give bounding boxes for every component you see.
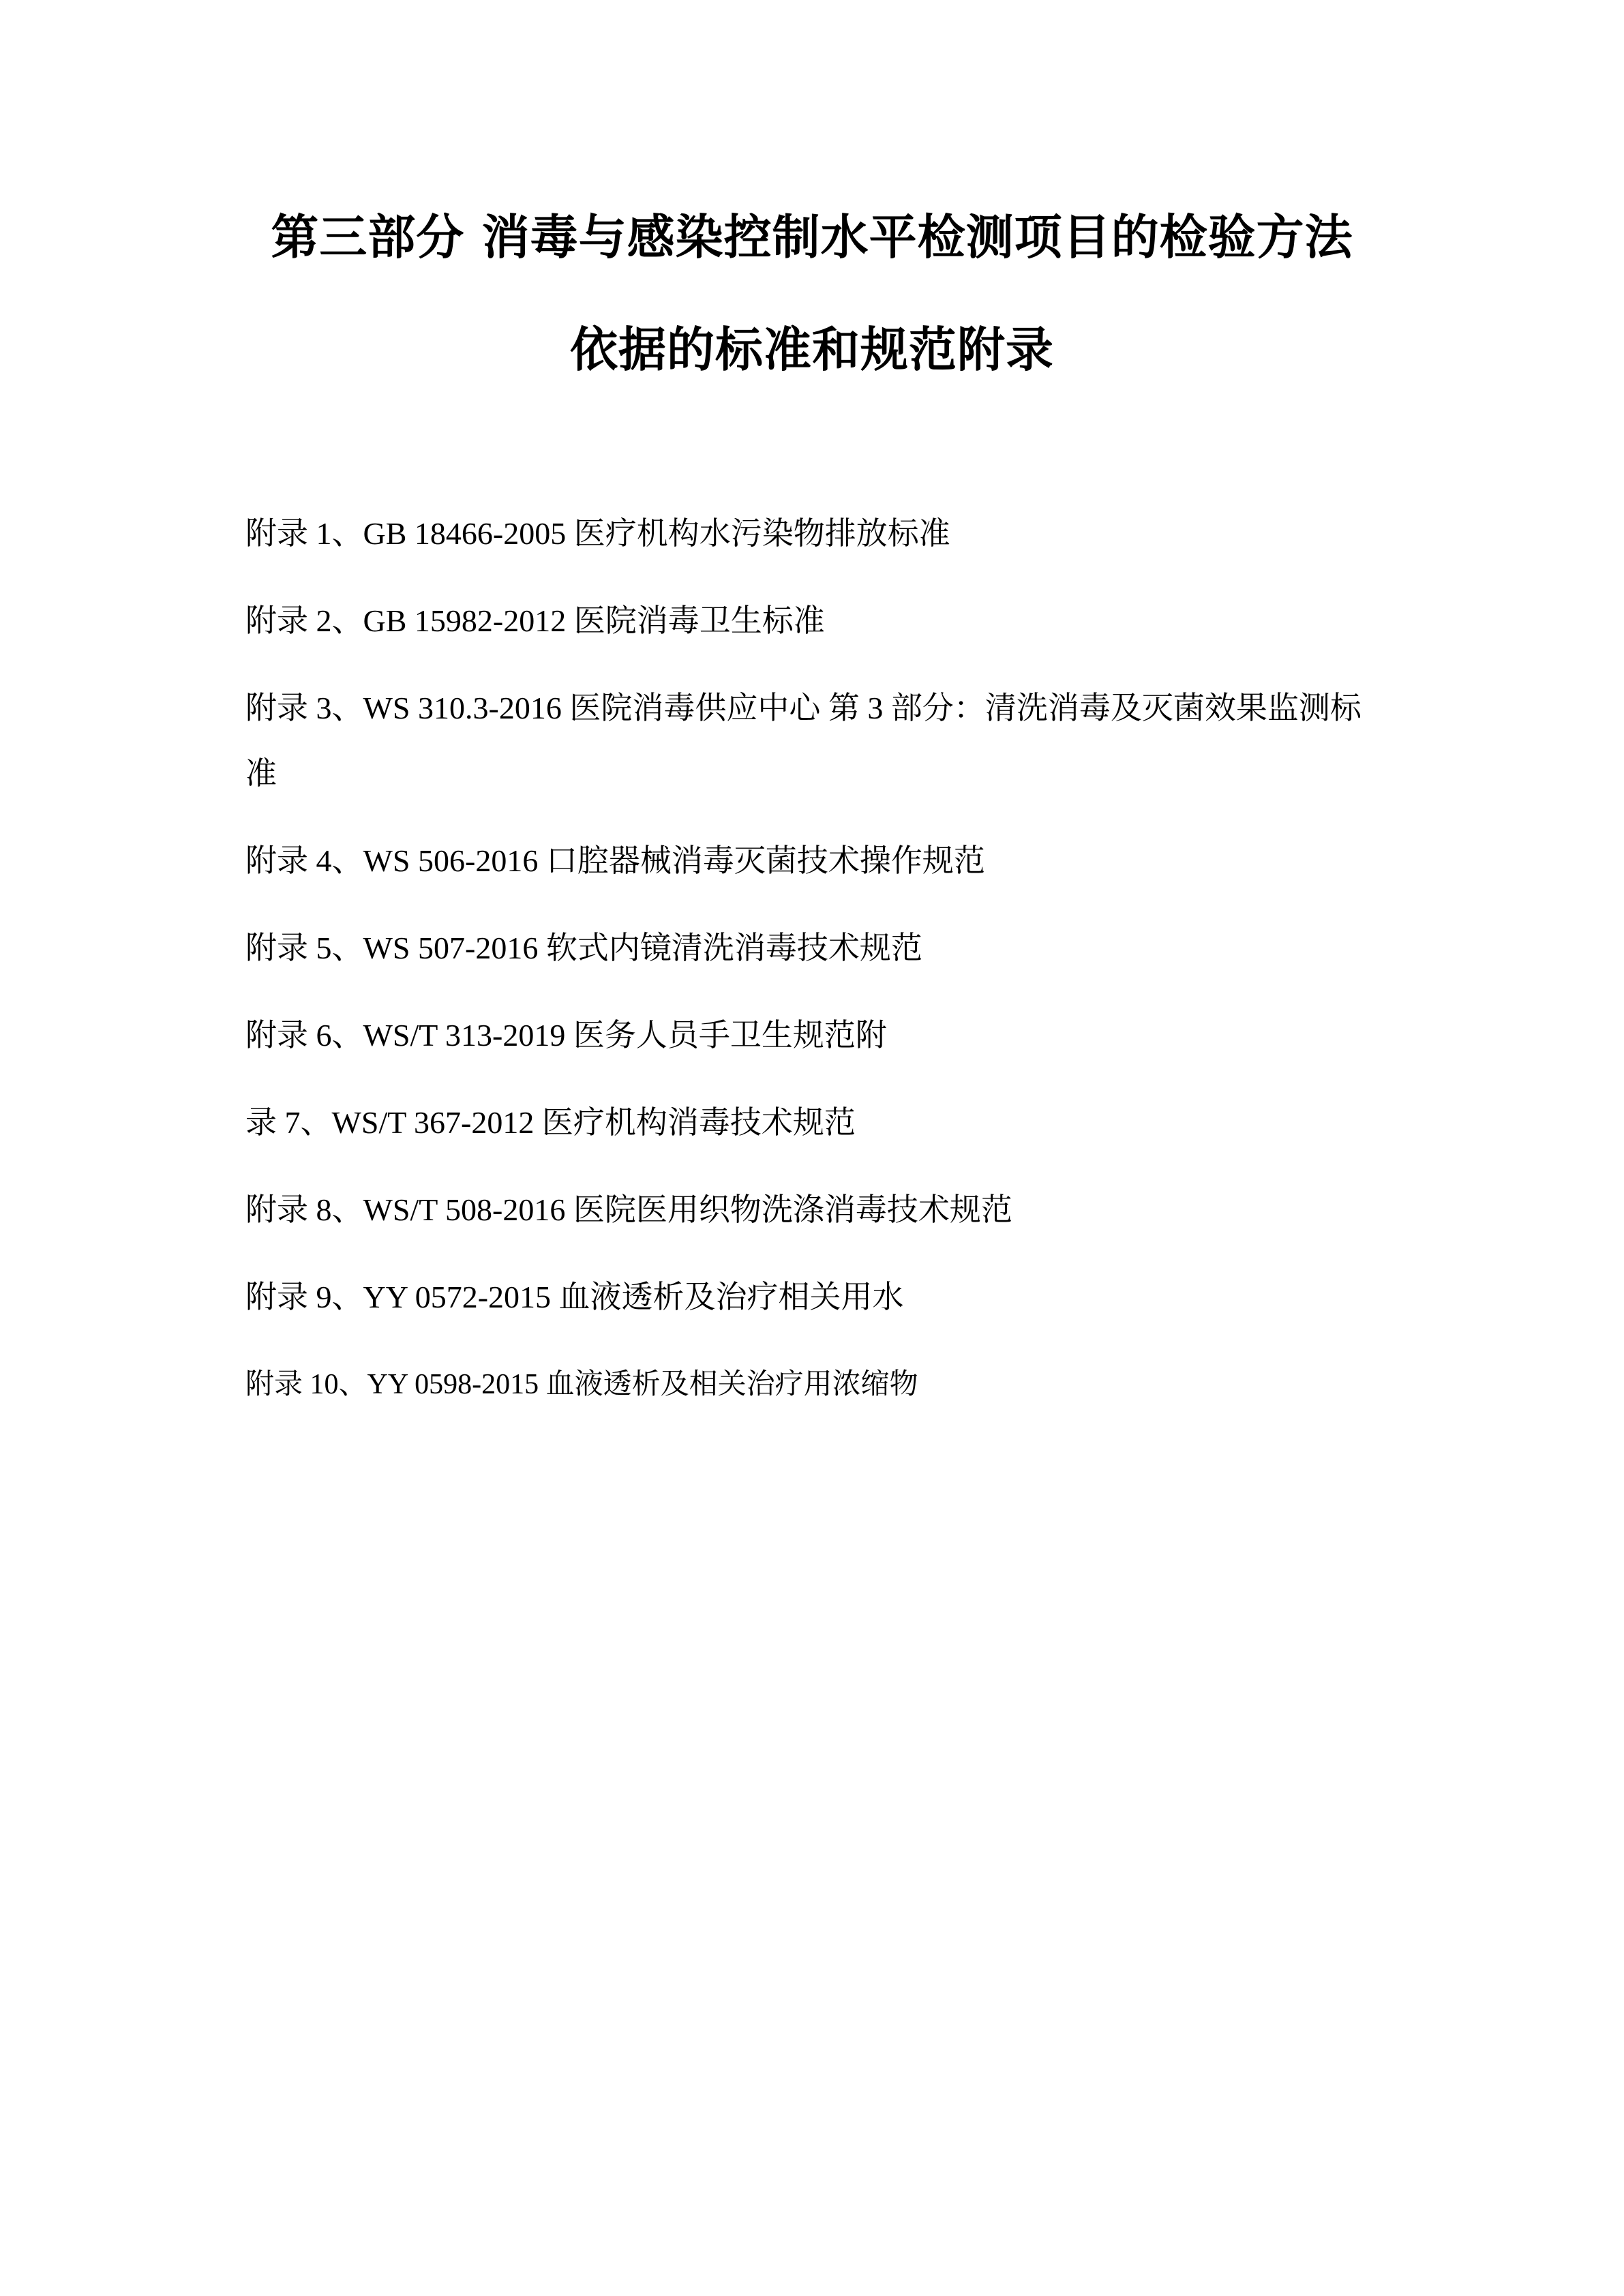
appendix-item-7: 录 7、WS/T 367-2012 医疗机构消毒技术规范: [245, 1105, 856, 1140]
document-title-line-1: 第三部分 消毒与感染控制水平检测项目的检验方法: [271, 209, 1353, 265]
appendix-item-2: 附录 2、GB 15982-2012 医院消毒卫生标准: [245, 603, 825, 638]
appendix-item-6: 附录 6、WS/T 313-2019 医务人员手卫生规范附: [245, 1018, 887, 1053]
appendix-item-3: 附录 3、WS 310.3-2016 医院消毒供应中心 第 3 部分：清洗消毒及灭菌效果监测标准: [245, 691, 1362, 791]
appendix-item-9: 附录 9、YY 0572-2015 血液透析及治疗相关用水: [245, 1280, 904, 1314]
appendix-item-5: 附录 5、WS 507-2016 软式内镜清洗消毒技术规范: [245, 931, 922, 965]
appendix-item-4: 附录 4、WS 506-2016 口腔器械消毒灭菌技术操作规范: [245, 843, 985, 878]
appendix-item-8: 附录 8、WS/T 508-2016 医院医用织物洗涤消毒技术规范: [245, 1192, 1012, 1227]
appendix-item-1: 附录 1、GB 18466-2005 医疗机构水污染物排放标准: [245, 516, 950, 551]
appendix-item-10: 附录 10、YY 0598-2015 血液透析及相关治疗用浓缩物: [245, 1369, 918, 1400]
document-title-line-2: 依据的标准和规范附录: [570, 322, 1054, 378]
